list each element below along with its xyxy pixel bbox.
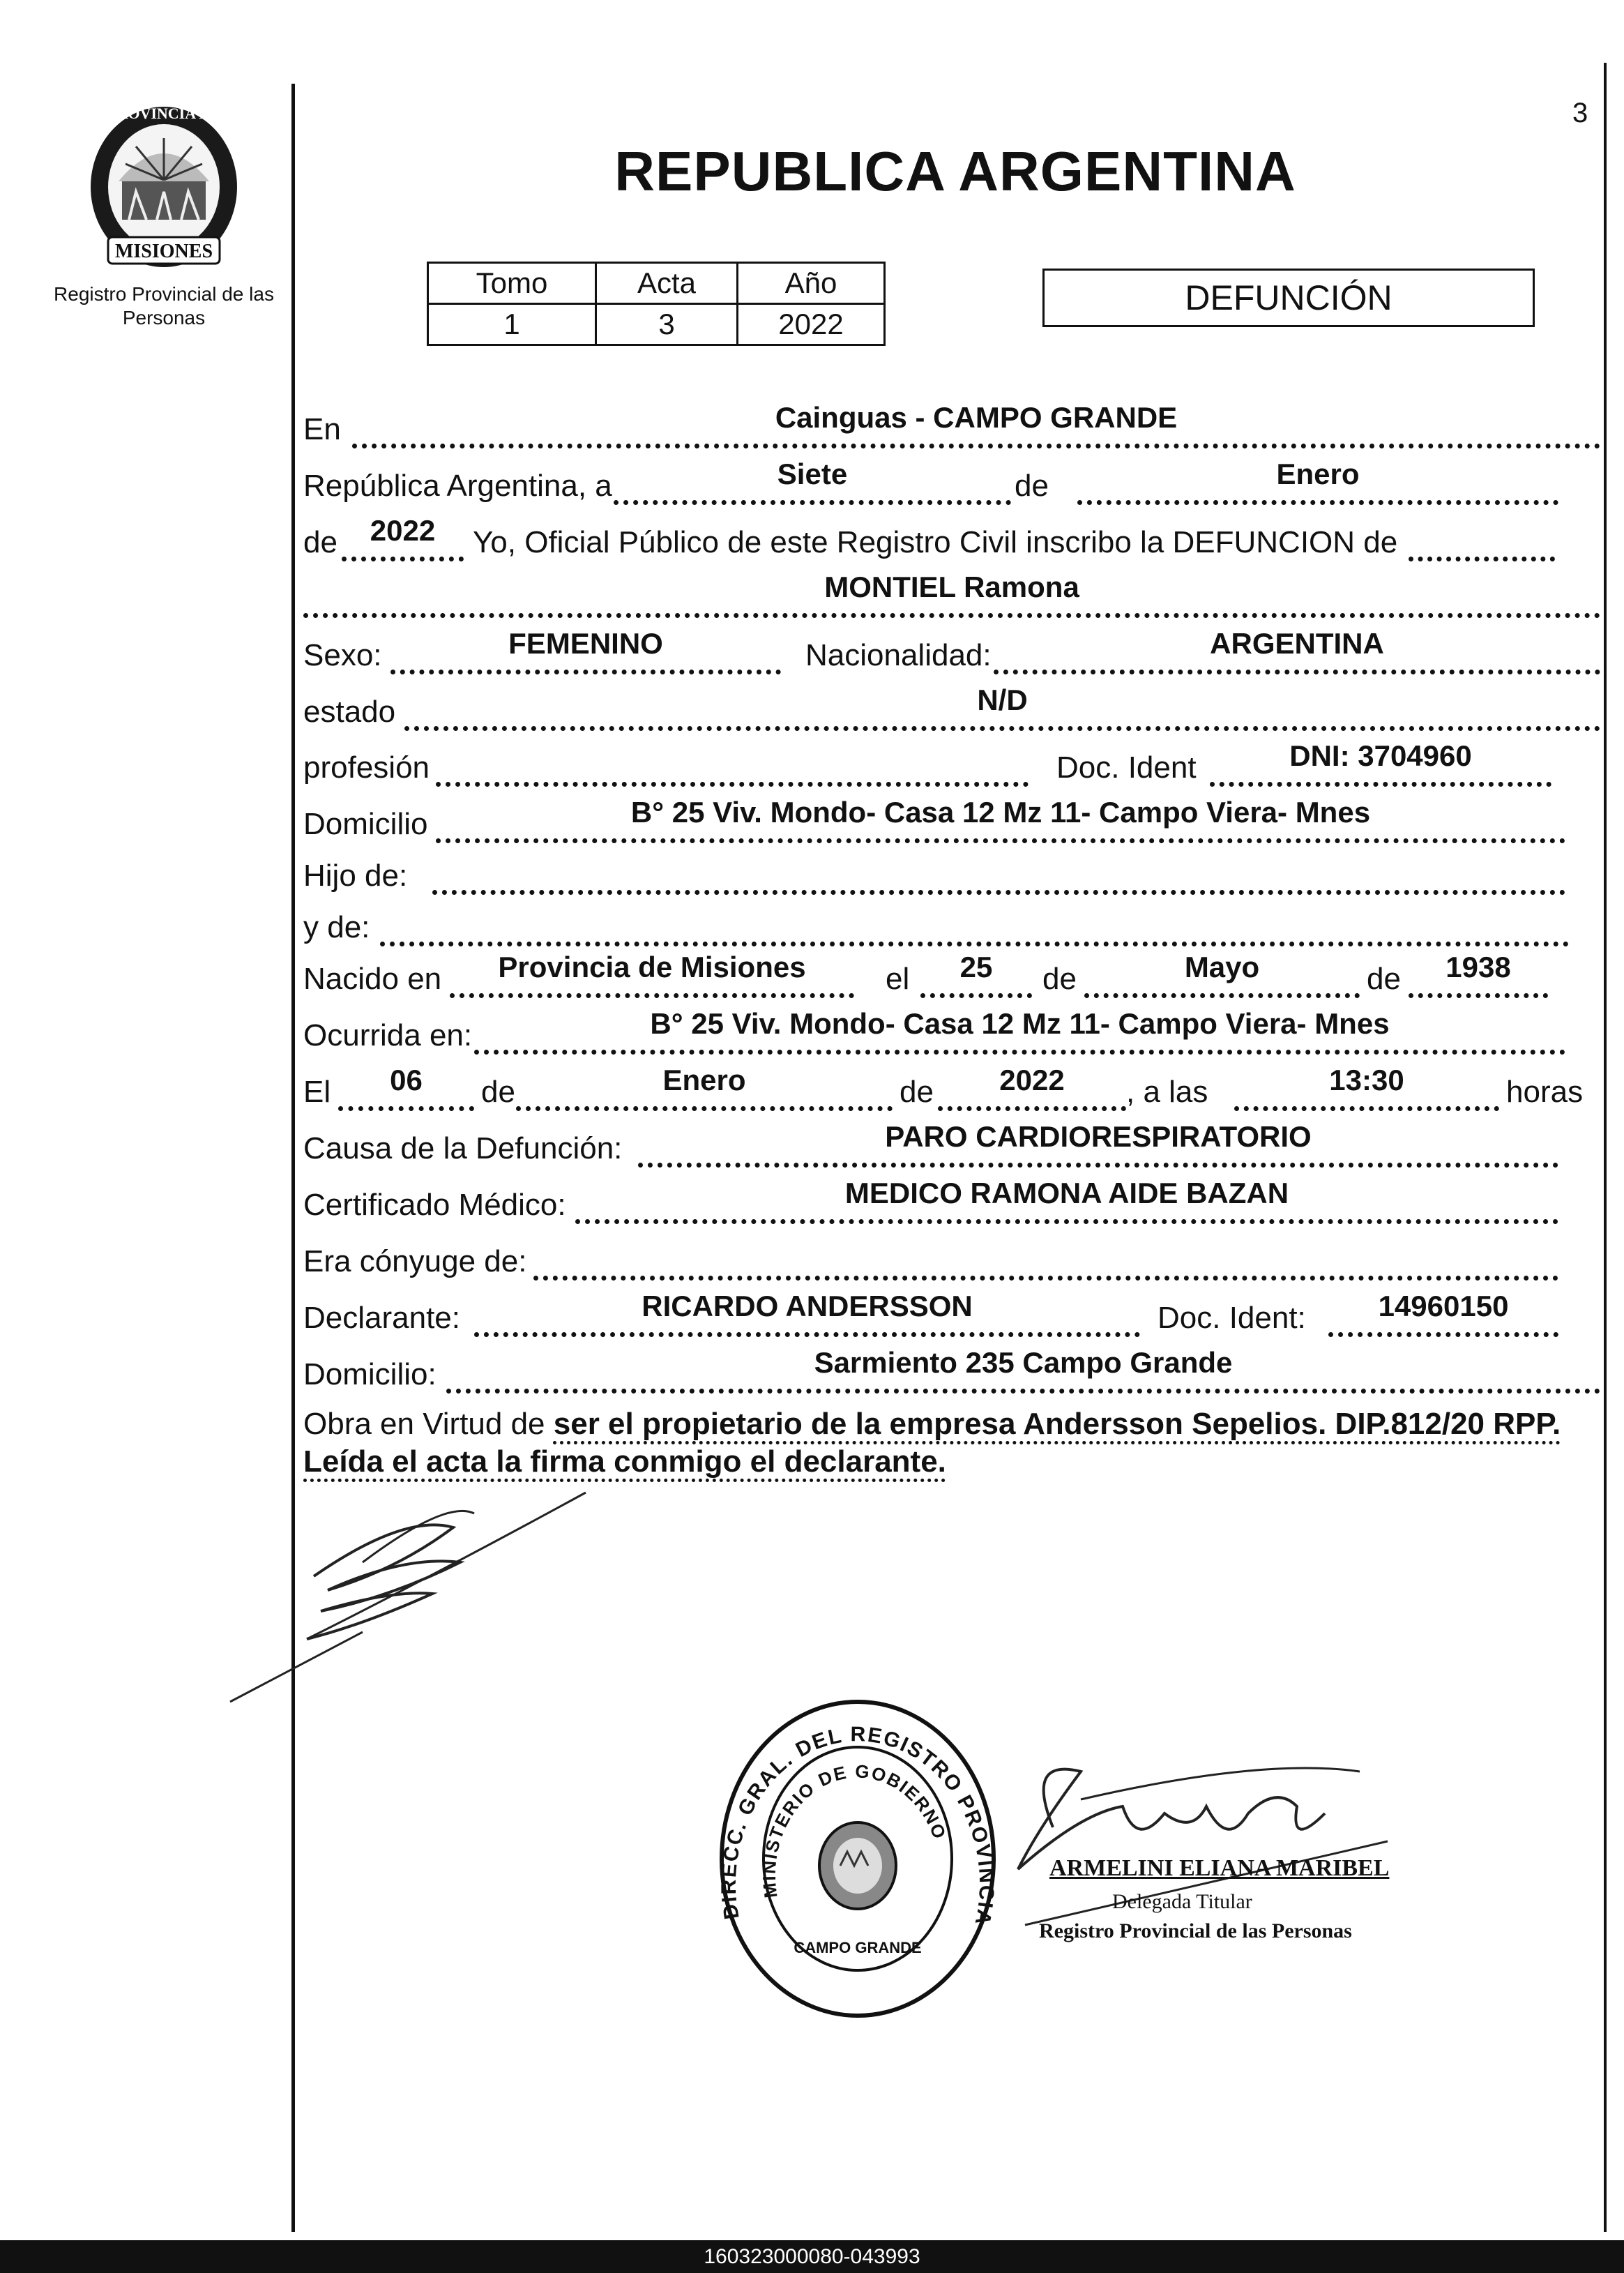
- dotted-line: [436, 782, 1029, 787]
- field-row-profesion: [0, 732, 1624, 791]
- dotted-line: [575, 1219, 1558, 1224]
- table-value-tomo: 1: [428, 304, 596, 345]
- seal-outer-text: DIRECC. GRAL. DEL REGISTRO PROVINCIA: [717, 1723, 999, 1928]
- field-row-sexo: [0, 620, 1624, 679]
- field-row-causa: [0, 1113, 1624, 1172]
- declarant-signature: [223, 1472, 614, 1709]
- dotted-line: [638, 1163, 1558, 1168]
- dotted-line: [1409, 993, 1548, 998]
- dotted-line: [1409, 557, 1555, 561]
- value-domicilio: B° 25 Viv. Mondo- Casa 12 Mz 11- Campo Viera- Mnes: [630, 796, 1371, 829]
- label-de: de: [481, 1075, 515, 1109]
- field-row-fecha-defuncion: [0, 1057, 1624, 1115]
- text-oficial: Yo, Oficial Público de este Registro Civil inscribo la DEFUNCION de: [473, 525, 1398, 559]
- table-header-acta: Acta: [596, 263, 738, 304]
- field-row-ocurrida: [0, 1000, 1624, 1059]
- value-doc-declarante: 14960150: [1378, 1290, 1509, 1322]
- label-y-de: y de:: [303, 910, 370, 944]
- field-row-declarante: [0, 1283, 1624, 1341]
- field-row-y-de: [0, 892, 1624, 951]
- value-sexo: FEMENINO: [508, 627, 663, 660]
- label-republica: República Argentina, a: [303, 469, 612, 503]
- dotted-line: [474, 1050, 1565, 1055]
- field-row-certificado: [0, 1170, 1624, 1228]
- field-row-anio: [0, 507, 1624, 566]
- dotted-line: [938, 1106, 1126, 1111]
- value-dia: Siete: [777, 458, 848, 490]
- label-profesion: profesión: [303, 750, 430, 785]
- dotted-line: [390, 670, 781, 674]
- field-row-conyuge: [0, 1226, 1624, 1285]
- page-number: 3: [1572, 98, 1588, 128]
- logo-banner-text: MISIONES: [114, 241, 213, 262]
- field-row-hijo-de: [0, 840, 1624, 899]
- value-lugar: Cainguas - CAMPO GRANDE: [775, 401, 1178, 434]
- table-header-anio: Año: [738, 263, 885, 304]
- dotted-line: [1234, 1106, 1499, 1111]
- value-mes-nacimiento: Mayo: [1184, 951, 1260, 983]
- label-conyuge: Era cónyuge de:: [303, 1244, 527, 1278]
- value-domicilio-declarante: Sarmiento 235 Campo Grande: [814, 1346, 1233, 1379]
- value-declarante: RICARDO ANDERSSON: [642, 1290, 973, 1322]
- label-de: de: [1042, 962, 1077, 996]
- field-row-domicilio-declarante: [0, 1339, 1624, 1398]
- field-row-en: [0, 394, 1624, 453]
- value-nombre: MONTIEL Ramona: [824, 571, 1079, 603]
- value-nacionalidad: ARGENTINA: [1210, 627, 1384, 660]
- label-de: de: [900, 1075, 934, 1109]
- dotted-line: [1077, 500, 1558, 505]
- value-certificado: MEDICO RAMONA AIDE BAZAN: [844, 1177, 1289, 1209]
- label-en: En: [303, 412, 341, 446]
- label-ocurrida-en: Ocurrida en:: [303, 1018, 473, 1052]
- dotted-line: [303, 613, 1600, 618]
- label-a-las: , a las: [1126, 1075, 1208, 1109]
- official-office: Registro Provincial de las Personas: [1039, 1919, 1352, 1942]
- official-name: ARMELINI ELIANA MARIBEL: [1049, 1855, 1390, 1881]
- logo-arc-text: PROVINCIA DE: [107, 105, 220, 122]
- value-dni: DNI: 3704960: [1289, 739, 1472, 772]
- dotted-line: [1084, 993, 1360, 998]
- table-value-anio: 2022: [738, 304, 885, 345]
- value-lugar-nacimiento: Provincia de Misiones: [498, 951, 806, 983]
- document-type-box: DEFUNCIÓN: [1042, 269, 1535, 327]
- dotted-line: [516, 1106, 893, 1111]
- field-row-nacido: [0, 944, 1624, 1002]
- value-hora: 13:30: [1329, 1064, 1404, 1096]
- dotted-line: [1210, 782, 1551, 787]
- label-declarante: Declarante:: [303, 1301, 461, 1335]
- label-doc-ident-declarante: Doc. Ident:: [1158, 1301, 1306, 1335]
- dotted-line: [614, 500, 1011, 505]
- obra-text-2: Leída el acta la firma conmigo el declarante.: [303, 1444, 946, 1479]
- field-row-domicilio: [0, 789, 1624, 847]
- dotted-line: [338, 1106, 474, 1111]
- logo-caption: Registro Provincial de las Personas: [54, 283, 274, 329]
- seal-bottom-text: CAMPO GRANDE: [794, 1939, 922, 1956]
- dotted-line: [533, 1276, 1558, 1281]
- official-seal: [711, 1695, 1004, 2023]
- label-doc-ident: Doc. Ident: [1056, 750, 1197, 785]
- table-value-acta: 3: [596, 304, 738, 345]
- dotted-line: [1328, 1332, 1558, 1337]
- label-nacionalidad: Nacionalidad:: [805, 638, 992, 672]
- page-title: REPUBLICA ARGENTINA: [614, 140, 1296, 202]
- obra-text-1: ser el propietario de la empresa Andersson Sepelios. DIP.812/20 RPP.: [553, 1407, 1561, 1441]
- dotted-line: [450, 993, 854, 998]
- label-de: de: [1367, 962, 1401, 996]
- label-el: El: [303, 1075, 331, 1109]
- value-causa: PARO CARDIORESPIRATORIO: [885, 1120, 1312, 1153]
- label-causa: Causa de la Defunción:: [303, 1131, 623, 1165]
- label-certificado: Certificado Médico:: [303, 1188, 566, 1222]
- value-dia-nacimiento: 25: [959, 951, 993, 983]
- label-horas: horas: [1506, 1075, 1584, 1109]
- obra-prefix: Obra en Virtud de: [303, 1407, 545, 1441]
- dotted-line: [404, 726, 1600, 731]
- dotted-line: [352, 444, 1600, 448]
- value-anio-defuncion: 2022: [999, 1064, 1065, 1096]
- field-row-fecha: [0, 451, 1624, 509]
- label-nacido-en: Nacido en: [303, 962, 442, 996]
- official-role: Delegada Titular: [1112, 1890, 1252, 1913]
- obra-en-virtud: [303, 1405, 1600, 1481]
- dotted-line: [446, 1389, 1600, 1394]
- seal-inner-text: MINISTERIO DE GOBIERNO: [758, 1760, 951, 1899]
- value-anio-nacimiento: 1938: [1445, 951, 1511, 983]
- province-logo: [80, 98, 248, 272]
- value-lugar-defuncion: B° 25 Viv. Mondo- Casa 12 Mz 11- Campo Viera- Mnes: [650, 1007, 1390, 1040]
- label-estado: estado: [303, 695, 396, 729]
- dotted-line: [994, 670, 1600, 674]
- label-sexo: Sexo:: [303, 638, 382, 672]
- table-header-tomo: Tomo: [428, 263, 596, 304]
- value-dia-defuncion: 06: [390, 1064, 423, 1096]
- value-anio: 2022: [370, 514, 436, 547]
- dotted-line: [474, 1332, 1140, 1337]
- label-el: el: [886, 962, 910, 996]
- dotted-line: [342, 557, 464, 561]
- value-mes: Enero: [1276, 458, 1360, 490]
- value-estado: N/D: [977, 684, 1028, 716]
- field-row-nombre: [0, 564, 1624, 622]
- label-domicilio: Domicilio: [303, 807, 428, 841]
- value-mes-defuncion: Enero: [662, 1064, 746, 1096]
- registry-table: [427, 262, 886, 346]
- field-row-estado: [0, 677, 1624, 735]
- label-domicilio-declarante: Domicilio:: [303, 1357, 437, 1391]
- footer-code: 160323000080-043993: [0, 2240, 1624, 2273]
- label-hijo-de: Hijo de:: [303, 859, 408, 893]
- label-de: de: [1015, 469, 1049, 503]
- label-de-anio: de: [303, 525, 337, 559]
- dotted-line: [920, 993, 1032, 998]
